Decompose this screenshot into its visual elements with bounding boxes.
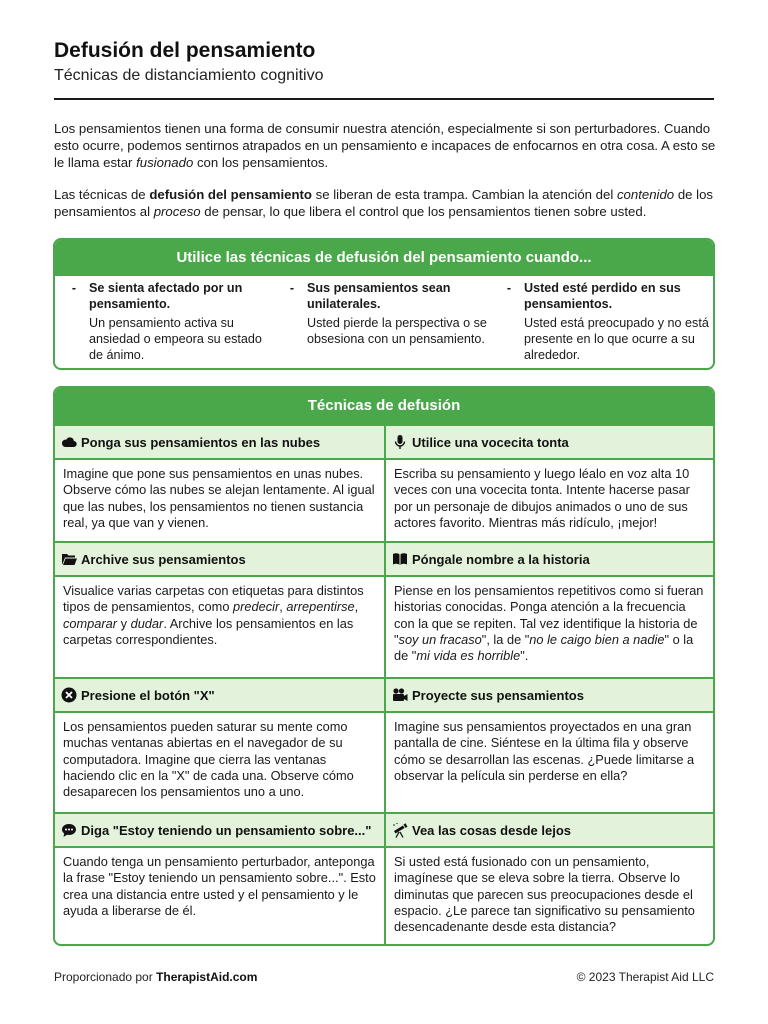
technique-body: Escriba su pensamiento y luego léalo en voz alta 10 veces con una vocecita tonta. Intente hacerse pasar por un personaje de dibujos animados o uno de sus actores favorito. Mientras más ridículo, ¡mejor!	[386, 458, 713, 531]
when-to-use-heading: Utilice las técnicas de defusión del pensamiento cuando...	[55, 240, 713, 276]
technique-card	[55, 814, 384, 946]
intro-text	[54, 121, 716, 237]
technique-card	[55, 426, 384, 541]
technique-card	[384, 426, 713, 541]
technique-card	[55, 679, 384, 812]
page-subtitle: Técnicas de distanciamiento cognitivo	[54, 67, 324, 84]
technique-title: Utilice una vocecita tonta	[412, 434, 569, 450]
technique-title: Diga "Estoy teniendo un pensamiento sobre..."	[81, 822, 372, 838]
technique-body: Imagine que pone sus pensamientos en unas nubes. Observe cómo las nubes se alejan lentamente. Al igual que las nubes, los pensamientos no tienen sustancia real, ya que van y vienen.	[55, 458, 384, 531]
when-item: - Usted esté perdido en sus pensamientos. Usted está preocupado y no está presente en lo que ocurre a su alrededor.	[506, 281, 709, 362]
technique-title: Póngale nombre a la historia	[412, 551, 590, 567]
intro-paragraph-2: Las técnicas de defusión del pensamiento se liberan de esta trampa. Cambian la atención del contenido de los pensamientos al proceso de pensar, lo que libera el control que los pensamientos tienen sobre usted.	[54, 187, 714, 220]
page-header	[54, 38, 714, 87]
intro-paragraph-1: Los pensamientos tienen una forma de consumir nuestra atención, especialmente si son perturbadores. Cuando esto ocurre, podemos sentirnos atrapados en un pensamiento e incapaces de enfocarnos en otra cosa. A esto se le llama estar fusionado con los pensamientos.	[54, 121, 716, 170]
page-title: Defusión del pensamiento	[54, 39, 316, 62]
technique-title: Vea las cosas desde lejos	[412, 822, 571, 838]
technique-body: Visualice varias carpetas con etiquetas para distintos tipos de pensamientos, como predecir, arrepentirse, comparar y dudar. Archive los pensamientos en las carpetas correspondientes.	[55, 575, 384, 648]
footer-copyright: © 2023 Therapist Aid LLC	[576, 970, 714, 984]
technique-body: Cuando tenga un pensamiento perturbador, anteponga la frase "Estoy teniendo un pensamiento sobre...". Esto crea una distancia entre usted y el pensamiento y le ayuda a liberarse de él.	[55, 846, 384, 919]
technique-title: Ponga sus pensamientos en las nubes	[81, 434, 321, 450]
technique-card	[384, 814, 713, 946]
open-book-icon	[392, 551, 408, 567]
technique-body: Imagine sus pensamientos proyectados en una gran pantalla de cine. Siéntese en la última fila y observe cómo se desarrollan las escenas. ¿Puede limitarse a observar la película sin perderse en ella?	[386, 711, 713, 784]
technique-body: Los pensamientos pueden saturar su mente como muchas ventanas abiertas en el navegador de su computadora. Imagine que cierra las ventanas haciendo clic en la "X" de cada una. Observe cómo desaparecen los pensamientos uno a uno.	[55, 711, 384, 800]
technique-card	[384, 543, 713, 677]
microphone-icon	[392, 434, 408, 450]
techniques-box	[53, 386, 715, 946]
footer-brand: TherapistAid.com	[156, 970, 258, 984]
technique-title: Presione el botón "X"	[81, 687, 215, 703]
folder-icon	[61, 551, 77, 567]
when-item: - Se sienta afectado por un pensamiento. Un pensamiento activa su ansiedad o empeora su estado de ánimo.	[71, 281, 262, 362]
technique-body: Si usted está fusionado con un pensamiento, imagínese que se eleva sobre la tierra. Observe lo diminutas que parecen sus preocupaciones desde el espacio. ¿Le parece tan significativo su pensamiento desencadenante desde esta distancia?	[386, 846, 713, 935]
footer-attribution: Proporcionado por TherapistAid.com	[54, 970, 258, 984]
cloud-icon	[61, 434, 77, 450]
header-divider	[54, 98, 714, 100]
techniques-heading: Técnicas de defusión	[55, 388, 713, 424]
movie-camera-icon	[392, 687, 408, 703]
when-item: - Sus pensamientos sean unilaterales. Usted pierde la perspectiva o se obsesiona con un pensamiento.	[289, 281, 487, 346]
when-to-use-box	[53, 238, 715, 370]
x-circle-icon	[61, 687, 77, 703]
technique-body: Piense en los pensamientos repetitivos como si fueran historias conocidas. Ponga atención a la frecuencia con la que se repiten. Tal vez identifique la historia de "soy un fracaso", la de "no le caigo bien a nadie" o la de "mi vida es horrible".	[386, 575, 713, 664]
telescope-icon	[392, 822, 408, 838]
technique-title: Proyecte sus pensamientos	[412, 687, 584, 703]
speech-bubble-icon	[61, 822, 77, 838]
technique-card	[55, 543, 384, 677]
technique-title: Archive sus pensamientos	[81, 551, 246, 567]
technique-card	[384, 679, 713, 812]
